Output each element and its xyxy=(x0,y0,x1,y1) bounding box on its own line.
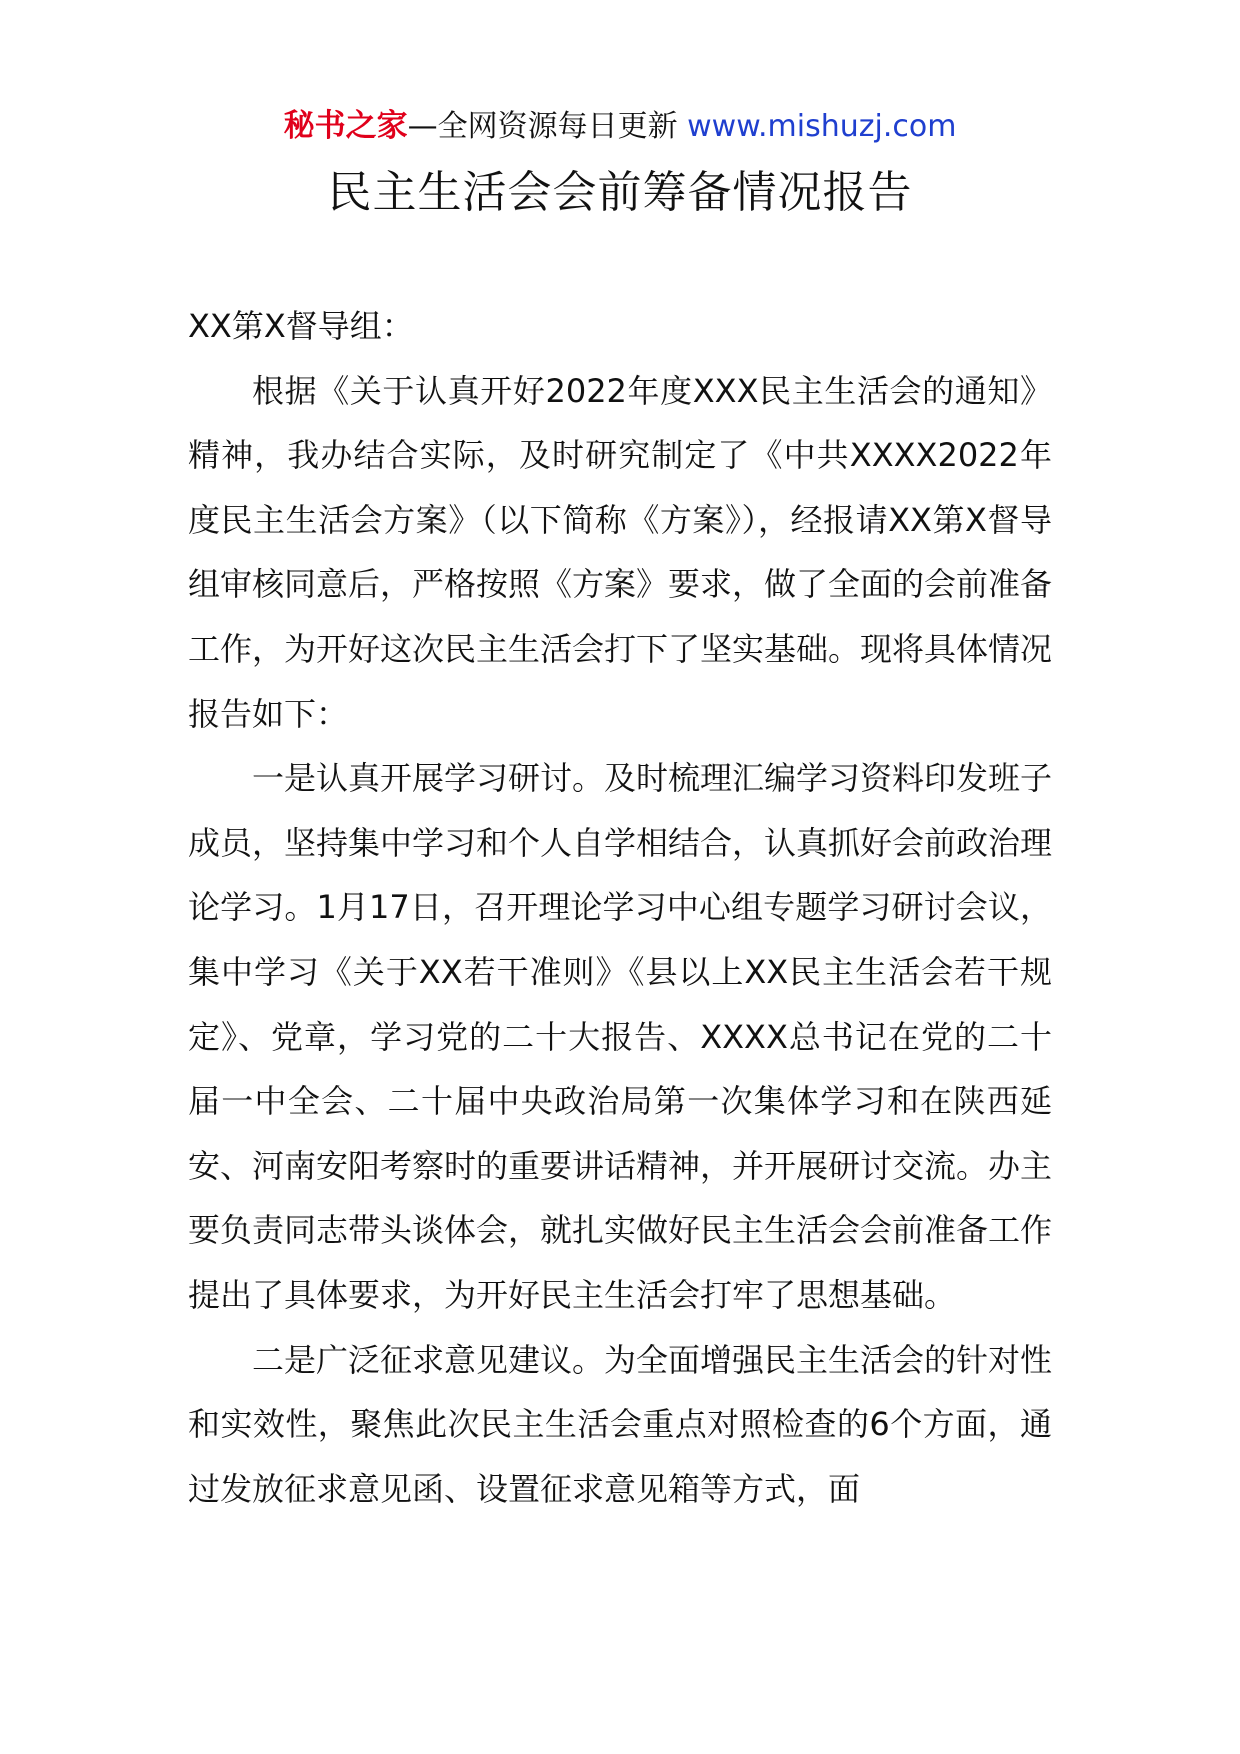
paragraph-study: 一是认真开展学习研讨。及时梳理汇编学习资料印发班子成员，坚持集中学习和个人自学相结合，认真抓好会前政治理论学习。1月17日，召开理论学习中心组专题学习研讨会议，集中学习《关于XX若干准则》《县以上XX民主生活会若干规定》、党章，学习党的二十大报告、XXXX总书记在党的二十届一中全会、二十届中央政治局第一次集体学习和在陕西延安、河南安阳考察时的重要讲话精神，并开展研讨交流。办主要负责同志带头谈体会，就扎实做好民主生活会会前准备工作提出了具体要求，为开好民主生活会打牢了思想基础。 xyxy=(188,759,1053,1314)
document-body xyxy=(188,294,1052,1521)
header-slogan: —全网资源每日更新 xyxy=(407,109,678,144)
paragraph-opinions: 二是广泛征求意见建议。为全面增强民主生活会的针对性和实效性，聚焦此次民主生活会重点对照检查的6个方面，通过发放征求意见函、设置征求意见箱等方式，面 xyxy=(188,1340,1053,1508)
document-title: 民主生活会会前筹备情况报告 xyxy=(327,167,913,218)
watermark-header xyxy=(0,104,1240,148)
paragraph-intro: 根据《关于认真开好2022年度XXX民主生活会的通知》精神，我办结合实际，及时研究制定了《中共XXXX2022年度民主生活会方案》（以下简称《方案》），经报请XX第X督导组审核同意后，严格按照《方案》要求，做了全面的会前准备工作，为开好这次民主生活会打下了坚实基础。现将具体情况报告如下： xyxy=(188,371,1053,733)
salutation: XX第X督导组： xyxy=(188,307,414,345)
site-url-link[interactable]: www.mishuzj.com xyxy=(687,109,957,144)
brand-name: 秘书之家 xyxy=(283,108,408,144)
